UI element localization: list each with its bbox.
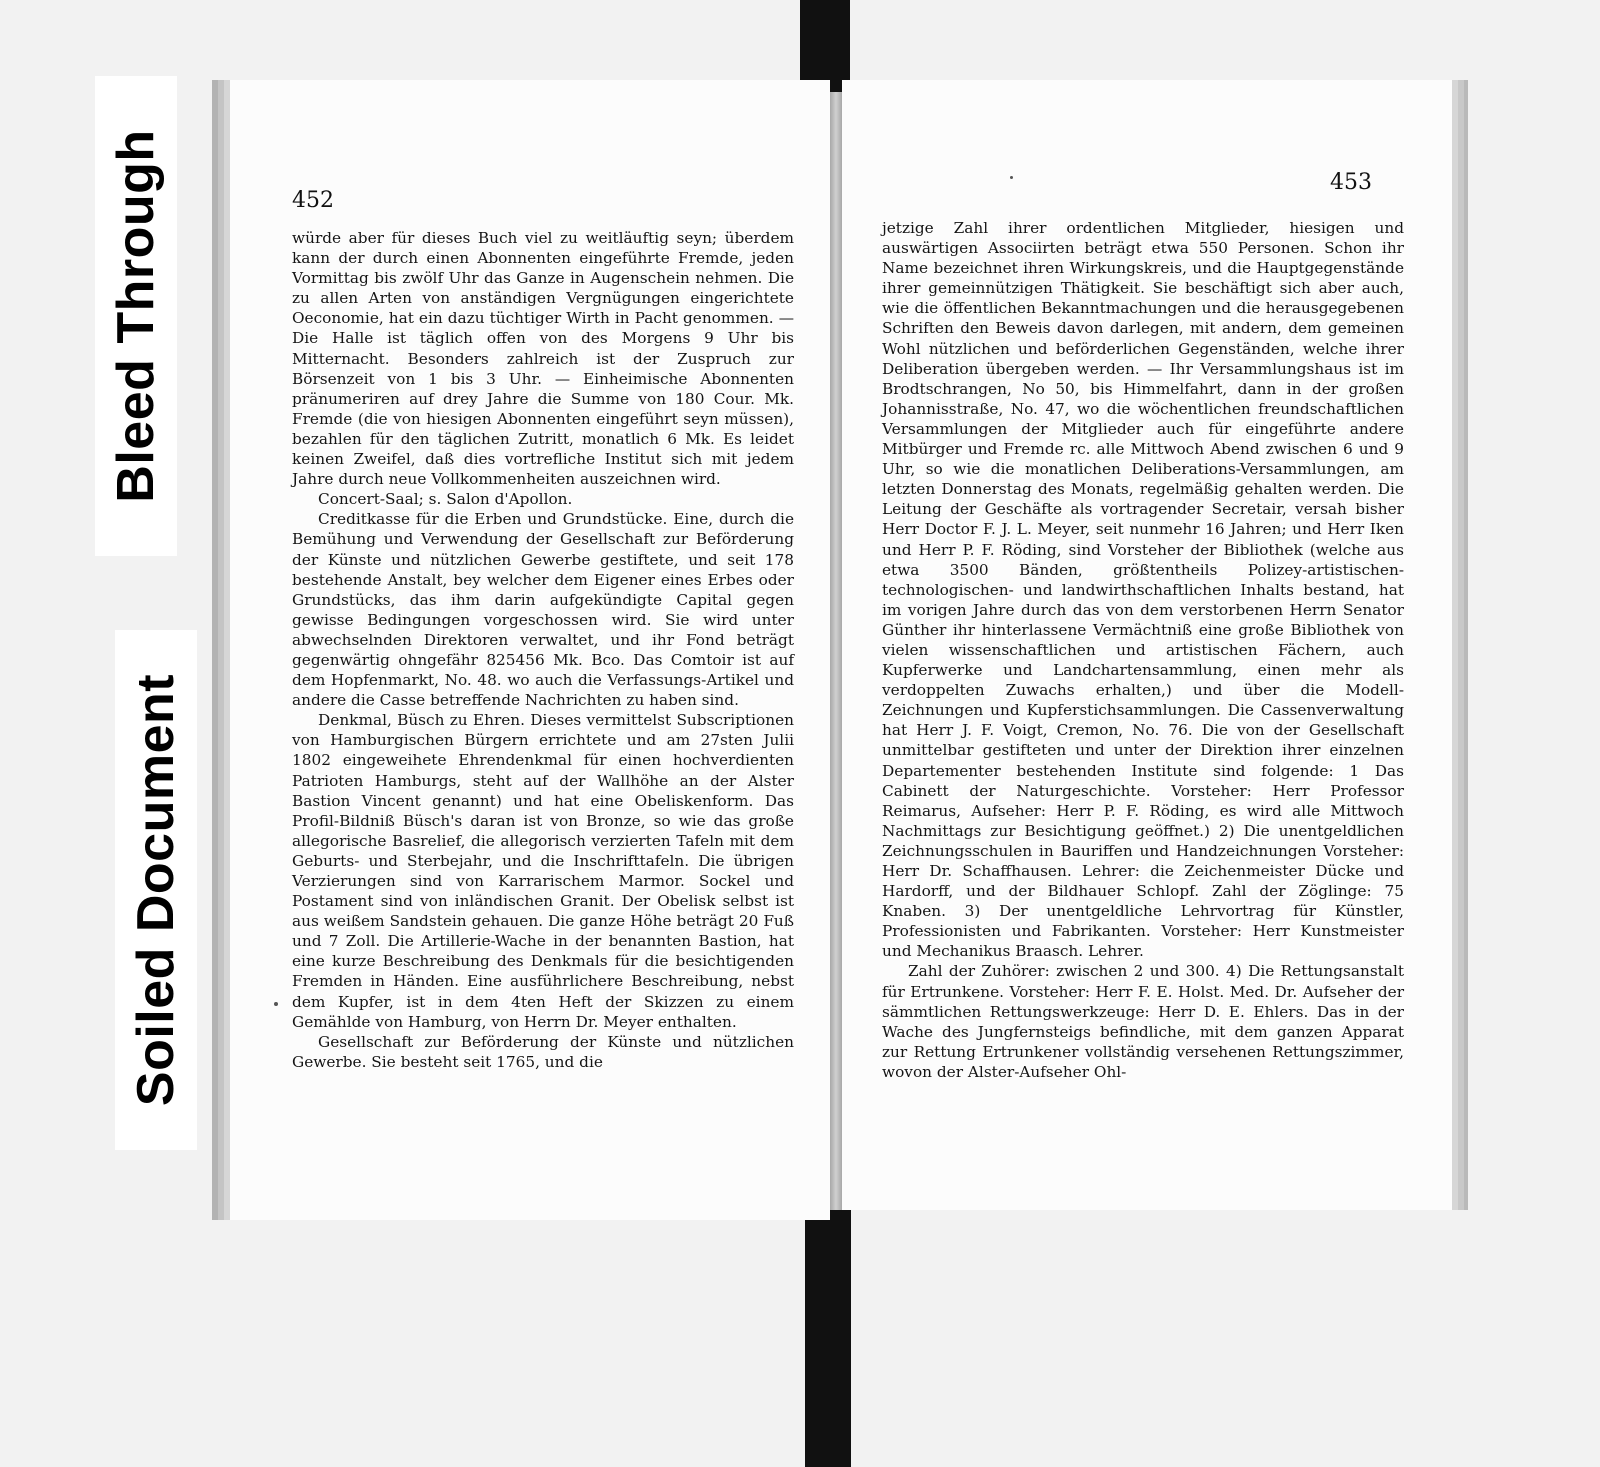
bleed-through-label — [95, 76, 177, 556]
soiled-document-label — [115, 630, 197, 1150]
soiled-document-text: Soiled Document — [127, 673, 185, 1107]
clamp-top — [800, 0, 850, 92]
right-page — [842, 80, 1452, 1210]
left-page-number: 452 — [292, 188, 334, 213]
left-paragraph: würde aber für dieses Buch viel zu weitläuftig seyn; überdem kann der durch einen Abonnenten eingeführte Fremde, jeden Vormittag bis zwölf Uhr das Ganze in Augenschein nehmen. Die zu allen Arten von anständigen Vergnügungen eingerichtete Oeconomie, hat ein dazu tüchtiger Wirth in Pacht genommen. — Die Halle ist täglich offen von des Morgens 9 Uhr bis Mitternacht. Besonders zahlreich ist der Zuspruch zur Börsenzeit von 1 bis 3 Uhr. — Einheimische Abonnenten pränumeriren auf drey Jahre die Summe von 180 Cour. Mk. Fremde (die von hiesigen Abonnenten eingeführt seyn müssen), bezahlen für den täglichen Zutritt, monatlich 6 Mk. Es leidet keinen Zweifel, daß dies vortrefliche Institut sich mit jedem Jahre durch neue Vollkommenheiten auszeichnen wird. — [292, 229, 794, 489]
bleed-through-text: Bleed Through — [107, 129, 165, 503]
soil-speck — [1010, 176, 1013, 179]
right-page-text — [882, 218, 1404, 1082]
left-paragraph: Concert-Saal; s. Salon d'Apollon. — [318, 490, 573, 509]
left-paragraph: Denkmal, Büsch zu Ehren. Dieses vermittelst Subscriptionen von Hamburgischen Bürgern errichtete und am 27sten Julii 1802 eingeweihete Ehrendenkmal für einen hochverdienten Patrioten Hamburgs, steht auf der Wallhöhe an der Alster Bastion Vincent genannt) und hat eine Obeliskenform. Das Profil-Bildniß Büsch's daran ist von Bronze, so wie das große allegorische Basrelief, die allegorisch verzierten Tafeln mit dem Geburts- und Sterbejahr, und die Inschrifttafeln. Die übrigen Verzierungen sind von Karrarischem Marmor. Sockel und Postament sind von inländischen Granit. Der Obelisk selbst ist aus weißem Sandstein gehauen. Die ganze Höhe beträgt 20 Fuß und 7 Zoll. Die Artillerie-Wache in der benannten Bastion, hat eine kurze Beschreibung des Denkmals für die besichtigenden Fremden in Händen. Eine ausführlichere Beschreibung, nebst dem Kupfer, ist in dem 4ten Heft der Skizzen zu einem Gemählde von Hamburg, von Herrn Dr. Meyer enthalten. — [292, 711, 794, 1031]
left-page — [230, 80, 830, 1220]
soil-speck — [274, 1002, 278, 1006]
right-paragraph: jetzige Zahl ihrer ordentlichen Mitglieder, hiesigen und auswärtigen Associirten beträgt etwa 550 Personen. Schon ihr Name bezeichnet ihren Wirkungskreis, und die Hauptgegenstände ihrer gemeinnützigen Thätigkeit. Sie beschäftigt sich aber auch, wie die öffentlichen Bekanntmachungen und die herausgegebenen Schriften den Beweis davon darlegen, mit andern, dem gemeinen Wohl nützlichen und beförderlichen Gegenständen, welche ihrer Deliberation übergeben werden. — Ihr Versammlungshaus ist im Brodtschrangen, No 50, bis Himmelfahrt, dann in der großen Johannisstraße, No. 47, wo die wöchentlichen freundschaftlichen Versammlungen der Mitglieder auch für eingeführte andere Mitbürger und Fremde rc. alle Mittwoch Abend zwischen 6 und 9 Uhr, so wie die monatlichen Deliberations-Versammlungen, am letzten Donnerstag des Monats, regelmäßig gehalten werden. Die Leitung der Geschäfte als vortragender Secretair, versah bisher Herr Doctor F. J. L. Meyer, seit nunmehr 16 Jahren; und Herr Iken und Herr P. F. Röding, sind Vorsteher der Bibliothek (welche aus etwa 3500 Bänden, größtentheils Polizey-artistischen-technologischen- und landwirthschaftlichen Inhalts bestand, hat im vorigen Jahre durch das von dem verstorbenen Herrn Senator Günther ihr hinterlassene Vermächtniß eine große Bibliothek von vielen wissenschaftlichen und artistischen Fächern, auch Kupferwerke und Landchartensammlung, einen mehr als verdoppelten Zuwachs erhalten,) und über die Modell-Zeichnungen und Kupferstichsammlungen. Die Cassenverwaltung hat Herr J. F. Voigt, Cremon, No. 76. Die von der Gesellschaft unmittelbar gestifteten und unter der Direktion ihrer einzelnen Departementer bestehenden Institute sind folgende: 1 Das Cabinett der Naturgeschichte. Vorsteher: Herr Professor Reimarus, Aufseher: Herr P. F. Röding, es wird alle Mittwoch Nachmittags zur Besichtigung geöffnet.) 2) Die unentgeldlichen Zeichnungsschulen in Bauriffen und Handzeichnungen Vorsteher: Herr Dr. Schaffhausen. Lehrer: die Zeichenmeister Dücke und Hardorff, und der Bildhauer Schlopf. Zahl der Zöglinge: 75 Knaben. 3) Der unentgeldliche Lehrvortrag für Künstler, Professionisten und Fabrikanten. Vorsteher: Herr Kunstmeister und Mechanikus Braasch. Lehrer. — [882, 219, 1404, 961]
right-paragraph: Zahl der Zuhörer: zwischen 2 und 300. 4) Die Rettungsanstalt für Ertrunkene. Vorsteher: Herr F. E. Holst. Med. Dr. Aufseher der sämmtlichen Rettungswerkzeuge: Herr D. E. Ehlers. Das in der Wache des Jungfernsteigs befindliche, mit dem ganzen Apparat zur Rettung Ertrunkener vollständig versehenen Rettungszimmer, wovon der Alster-Aufseher Ohl- — [882, 962, 1404, 1081]
left-paragraph: Creditkasse für die Erben und Grundstücke. Eine, durch die Bemühung und Verwendung der Gesellschaft zur Beförderung der Künste und nützlichen Gewerbe gestiftete, und seit 178 bestehende Anstalt, bey welcher dem Eigener eines Erbes oder Grundstücks, das ihm darin aufgekündigte Capital gegen gewisse Bedingungen vorgeschossen wird. Sie wird unter abwechselnden Direktoren verwaltet, und ihr Fond beträgt gegenwärtig ohngefähr 825456 Mk. Bco. Das Comtoir ist auf dem Hopfenmarkt, No. 48. wo auch die Verfassungs-Artikel und andere die Casse betreffende Nachrichten zu haben sind. — [292, 510, 794, 710]
clamp-bottom — [805, 1205, 851, 1467]
left-page-text — [292, 228, 794, 1072]
left-paragraph: Gesellschaft zur Beförderung der Künste und nützlichen Gewerbe. Sie besteht seit 1765, und die — [292, 1032, 794, 1071]
right-page-number: 453 — [1330, 170, 1372, 195]
